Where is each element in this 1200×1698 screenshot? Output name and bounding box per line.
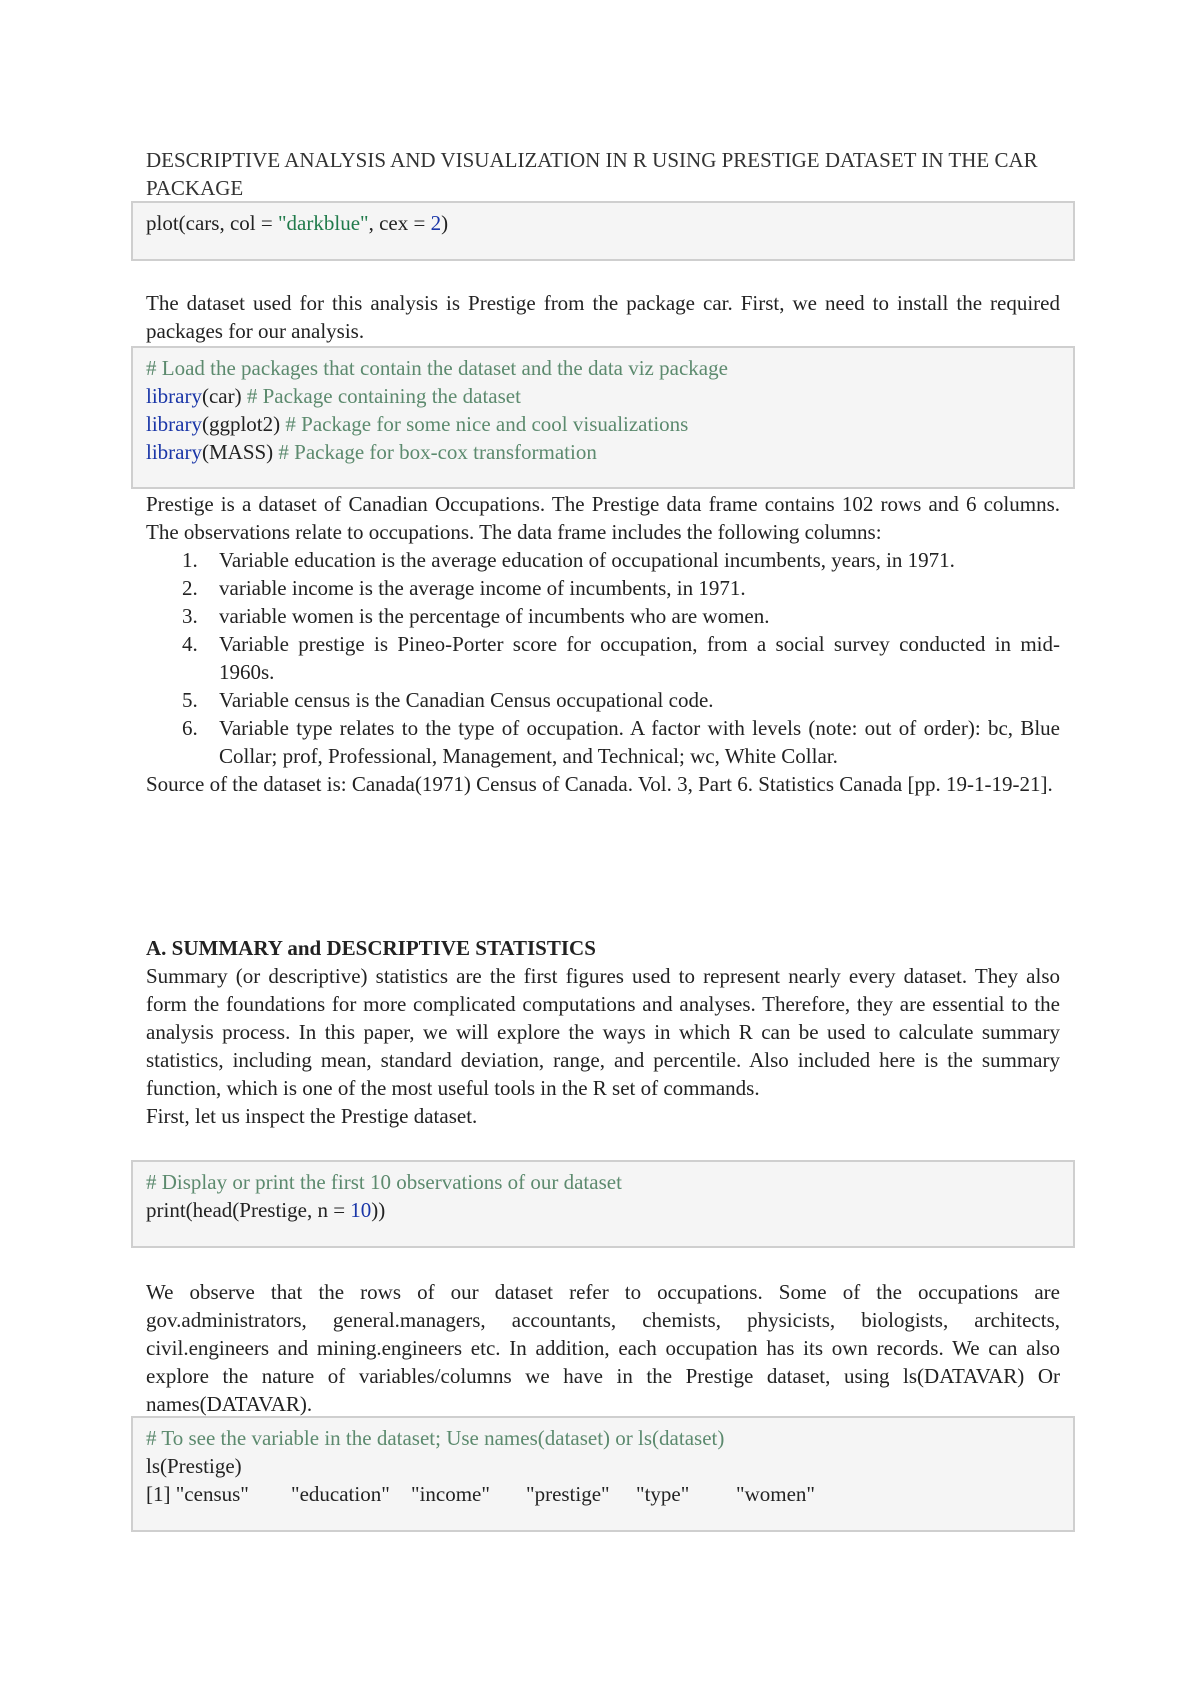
paragraph-text: Summary (or descriptive) statistics are the first figures used to represent nearly every dataset. They also form the foundations for more complicated computations and analyses. Therefore, they are essential to the analysis process. In this paper, we will explore the ways in which R can be used to calculate summary statistics, including mean, standard deviation, range, and percentile. Also included here is the summary function, which is one of the most useful tools in the R set of commands.: [146, 964, 1060, 1100]
list-number: 5.: [182, 688, 198, 712]
code-text: print(head(Prestige, n =: [146, 1198, 351, 1222]
list-item: [146, 714, 1060, 770]
code-text: ): [441, 211, 449, 235]
code-comment: # Load the packages that contain the dataset and the data viz package: [146, 356, 728, 380]
code-comment: # Package for box-cox transformation: [278, 440, 597, 464]
code-line: [146, 410, 1073, 438]
code-block-plot: [131, 201, 1075, 261]
output-value: "income": [411, 1482, 490, 1506]
code-keyword: library: [146, 412, 202, 436]
code-text: plot(cars, col =: [146, 211, 278, 235]
list-item: [146, 630, 1060, 686]
code-comment: # Package for some nice and cool visualizations: [285, 412, 689, 436]
list-number: 4.: [182, 632, 198, 656]
code-text: (car): [201, 384, 242, 408]
list-text: Variable prestige is Pineo-Porter score for occupation, from a social survey conducted in mid-1960s.: [219, 632, 1060, 684]
paragraph-text: Prestige is a dataset of Canadian Occupations. The Prestige data frame contains 102 rows and 6 columns. The observations relate to occupations. The data frame includes the following columns:: [146, 492, 1060, 544]
list-number: 3.: [182, 604, 198, 628]
paragraph-text: First, let us inspect the Prestige dataset.: [146, 1104, 478, 1128]
code-number: 2: [430, 211, 442, 235]
dataset-description: [146, 490, 1060, 798]
list-number: 2.: [182, 576, 198, 600]
code-comment: # Display or print the first 10 observations of our dataset: [146, 1170, 622, 1194]
code-output: [146, 1480, 1073, 1508]
code-line: [146, 438, 1073, 466]
code-keyword: library: [146, 384, 202, 408]
code-line: [146, 209, 1073, 237]
list-item: [146, 686, 1060, 714]
intro-paragraph: [146, 289, 1060, 345]
output-value: "women": [736, 1482, 815, 1506]
source-text: Source of the dataset is: Canada(1971) Census of Canada. Vol. 3, Part 6. Statistics Canada [pp. 19-1-19-21].: [146, 772, 1053, 796]
page-title: DESCRIPTIVE ANALYSIS AND VISUALIZATION IN R USING PRESTIGE DATASET IN THE CAR PACKAGE: [146, 148, 1038, 200]
variables-list: [146, 546, 1060, 770]
list-text: Variable census is the Canadian Census occupational code.: [219, 688, 714, 712]
document-title: [146, 146, 1060, 202]
code-line: [146, 1196, 1073, 1224]
code-block-ls: [131, 1416, 1075, 1532]
code-string: "darkblue": [277, 211, 369, 235]
list-text: variable women is the percentage of incumbents who are women.: [219, 604, 770, 628]
list-item: [146, 602, 1060, 630]
list-item: [146, 574, 1060, 602]
list-number: 1.: [182, 548, 198, 572]
code-text: )): [371, 1198, 386, 1222]
output-value: "prestige": [526, 1482, 610, 1506]
output-value: "education": [291, 1482, 390, 1506]
output-value: [1] "census": [146, 1482, 249, 1506]
list-text: variable income is the average income of incumbents, in 1971.: [219, 576, 746, 600]
list-text: Variable education is the average education of occupational incumbents, years, in 1971.: [219, 548, 955, 572]
code-text: , cex =: [368, 211, 431, 235]
code-line: ls(Prestige): [146, 1454, 242, 1478]
paragraph-text: The dataset used for this analysis is Prestige from the package car. First, we need to install the required packages for our analysis.: [146, 291, 1060, 343]
list-text: Variable type relates to the type of occupation. A factor with levels (note: out of order): bc, Blue Collar; prof, Professional, Management, and Technical; wc, White Collar.: [219, 716, 1060, 768]
code-text: (ggplot2): [201, 412, 281, 436]
code-comment: # Package containing the dataset: [246, 384, 521, 408]
code-number: 10: [350, 1198, 372, 1222]
section-summary: [146, 934, 1060, 1130]
list-number: 6.: [182, 716, 198, 740]
section-heading: A. SUMMARY and DESCRIPTIVE STATISTICS: [146, 936, 596, 960]
observations-paragraph: [146, 1278, 1060, 1418]
output-value: "type": [636, 1482, 690, 1506]
code-block-libraries: [131, 346, 1075, 489]
paragraph-text: We observe that the rows of our dataset refer to occupations. Some of the occupations are gov.administrators, general.managers, accountants, chemists, physicists, biologists, architects, civil.engineers and mining.engineers etc. In addition, each occupation has its own records. We can also explore the nature of variables/columns we have in the Prestige dataset, using ls(DATAVAR) Or names(DATAVAR).: [146, 1280, 1060, 1416]
code-block-head: [131, 1160, 1075, 1248]
code-text: (MASS): [201, 440, 274, 464]
code-comment: # To see the variable in the dataset; Use names(dataset) or ls(dataset): [146, 1426, 725, 1450]
code-line: [146, 382, 1073, 410]
list-item: [146, 546, 1060, 574]
code-keyword: library: [146, 440, 202, 464]
